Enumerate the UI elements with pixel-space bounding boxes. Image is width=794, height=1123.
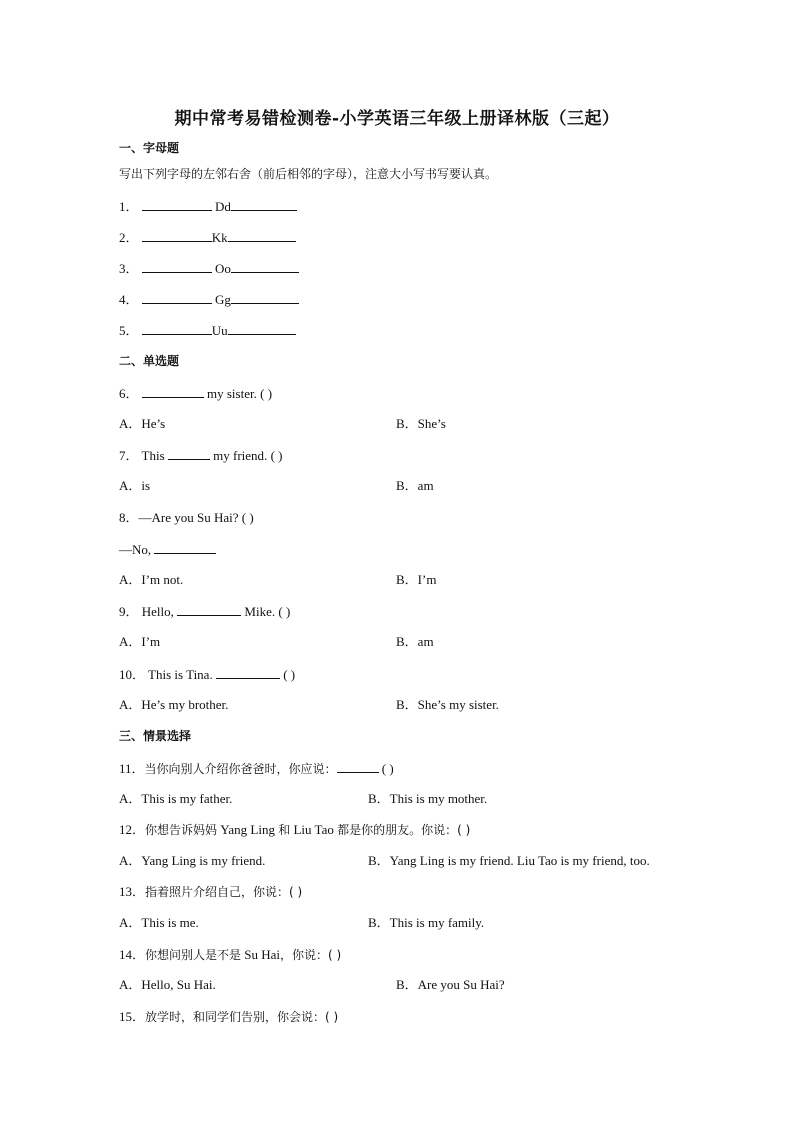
- question-text: 都是你的朋友。你说：( ): [337, 823, 471, 837]
- question-14: [119, 947, 341, 963]
- answer-blank[interactable]: [228, 229, 296, 242]
- question-text: 和: [278, 823, 291, 837]
- question-number: 8．: [119, 510, 139, 525]
- answer-blank[interactable]: [142, 322, 212, 335]
- section-header-situational: 三、情景选择: [119, 729, 192, 743]
- question-text: Yang Ling: [220, 822, 275, 837]
- option-b[interactable]: B．am: [396, 478, 434, 493]
- option-a[interactable]: A．This is me.: [119, 915, 199, 930]
- letter-pair: Gg: [215, 292, 231, 307]
- question-number: 2．: [119, 230, 139, 245]
- answer-blank[interactable]: [216, 666, 280, 679]
- option-a[interactable]: A．I’m: [119, 634, 161, 649]
- letter-pair: Oo: [215, 261, 231, 276]
- answer-blank[interactable]: [231, 291, 299, 304]
- option-a[interactable]: A．Hello, Su Hai.: [119, 977, 216, 992]
- option-a[interactable]: A．I’m not.: [119, 572, 184, 587]
- letter-question-1: [119, 198, 297, 215]
- question-text: —Are you Su Hai?: [138, 510, 239, 525]
- letter-question-4: [119, 291, 299, 308]
- question-number: 10．: [119, 667, 146, 682]
- question-text: ，你说：( ): [280, 948, 342, 962]
- question-text: Mike.: [244, 604, 276, 619]
- answer-blank[interactable]: [142, 229, 212, 242]
- question-text: This is Tina.: [148, 667, 213, 682]
- answer-blank[interactable]: [177, 603, 241, 616]
- question-text: 放学时，和同学们告别，你会说：( ): [145, 1010, 339, 1024]
- section-header-single-choice: 二、单选题: [119, 354, 180, 368]
- section-instruction: 写出下列字母的左邻右舍（前后相邻的字母），注意大小写书写要认真。: [119, 167, 498, 181]
- question-13: [119, 884, 302, 900]
- question-8-reply: [119, 541, 216, 558]
- option-b[interactable]: B．She’s: [396, 416, 446, 431]
- question-number: 13．: [119, 884, 146, 899]
- option-a[interactable]: A．He’s my brother.: [119, 697, 229, 712]
- question-text: 当你向别人介绍你爸爸时，你应说：: [144, 762, 337, 776]
- question-text: This: [141, 448, 165, 463]
- question-number: 11．: [119, 761, 145, 776]
- option-b[interactable]: B．I’m: [396, 572, 437, 587]
- answer-blank[interactable]: [231, 198, 297, 211]
- answer-blank[interactable]: [154, 541, 216, 554]
- question-text: my sister.: [207, 386, 257, 401]
- option-a[interactable]: A．This is my father.: [119, 791, 233, 806]
- question-number: 3．: [119, 261, 139, 276]
- answer-blank[interactable]: [142, 198, 212, 211]
- answer-paren[interactable]: ( ): [381, 761, 394, 776]
- answer-paren[interactable]: ( ): [283, 667, 296, 682]
- question-9: [119, 603, 290, 620]
- question-text: —No,: [119, 542, 152, 557]
- question-number: 4．: [119, 292, 139, 307]
- answer-paren[interactable]: ( ): [278, 604, 291, 619]
- letter-pair: Dd: [215, 199, 231, 214]
- answer-blank[interactable]: [142, 291, 212, 304]
- page-title: 期中常考易错检测卷-小学英语三年级上册译林版（三起）: [174, 109, 620, 129]
- question-8: [119, 510, 254, 526]
- question-11: [119, 760, 394, 777]
- question-15: [119, 1009, 338, 1025]
- answer-blank[interactable]: [337, 760, 379, 773]
- question-12: [119, 822, 470, 838]
- answer-paren[interactable]: ( ): [270, 448, 283, 463]
- question-number: 5．: [119, 323, 139, 338]
- letter-question-2: [119, 229, 296, 246]
- option-b[interactable]: B．This is my family.: [368, 915, 485, 930]
- question-7: [119, 447, 282, 464]
- question-number: 1．: [119, 199, 139, 214]
- question-number: 9．: [119, 604, 139, 619]
- option-b[interactable]: B．She’s my sister.: [396, 697, 499, 712]
- question-number: 14．: [119, 947, 146, 962]
- question-10: [119, 666, 295, 683]
- answer-blank[interactable]: [231, 260, 299, 273]
- answer-paren[interactable]: ( ): [260, 386, 273, 401]
- section-header-letters: 一、字母题: [119, 141, 180, 155]
- question-6: [119, 385, 272, 402]
- letter-question-5: [119, 322, 296, 339]
- answer-blank[interactable]: [168, 447, 210, 460]
- answer-blank[interactable]: [228, 322, 296, 335]
- option-a[interactable]: A．is: [119, 478, 151, 493]
- question-text: my friend.: [213, 448, 268, 463]
- question-text: Su Hai: [244, 947, 281, 962]
- option-a[interactable]: A．Yang Ling is my friend.: [119, 853, 266, 868]
- question-text: Hello,: [141, 604, 174, 619]
- answer-blank[interactable]: [142, 385, 204, 398]
- question-text: 你想告诉妈妈: [145, 823, 218, 837]
- question-number: 15．: [119, 1009, 146, 1024]
- question-text: 你想问别人是不是: [145, 948, 242, 962]
- question-number: 6．: [119, 386, 139, 401]
- option-b[interactable]: B．Are you Su Hai?: [396, 977, 505, 992]
- option-b[interactable]: B．am: [396, 634, 434, 649]
- question-number: 12．: [119, 822, 146, 837]
- letter-pair: Uu: [211, 323, 228, 338]
- question-number: 7．: [119, 448, 139, 463]
- option-b[interactable]: B．This is my mother.: [368, 791, 488, 806]
- question-text: Liu Tao: [293, 822, 334, 837]
- option-a[interactable]: A．He’s: [119, 416, 166, 431]
- letter-pair: Kk: [211, 230, 228, 245]
- question-text: 指着照片介绍自己，你说：( ): [145, 885, 303, 899]
- letter-question-3: [119, 260, 299, 277]
- answer-blank[interactable]: [142, 260, 212, 273]
- answer-paren[interactable]: ( ): [241, 510, 254, 525]
- option-b[interactable]: B．Yang Ling is my friend. Liu Tao is my friend, too.: [368, 853, 650, 868]
